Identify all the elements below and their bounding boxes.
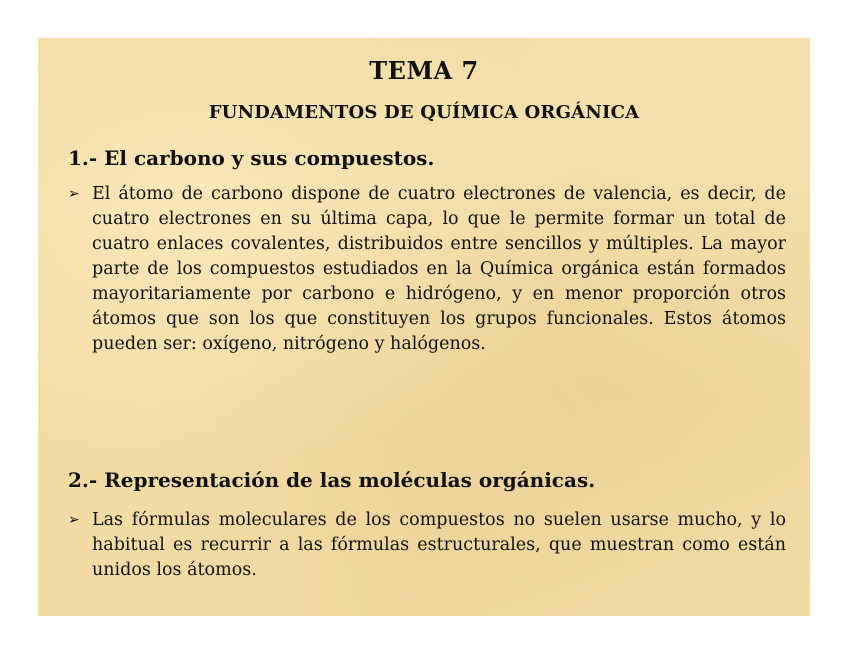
page-title: TEMA 7 xyxy=(369,56,479,85)
document-slide xyxy=(38,38,810,616)
section-heading-carbon: 1.- El carbono y sus compuestos. xyxy=(68,146,435,170)
bullet-text-carbon: El átomo de carbono dispone de cuatro electrones de valencia, es decir, de cuatro electrones en su última capa, lo que le permite formar un total de cuatro enlaces covalentes, distribuidos entre sencillos y múltiples. La mayor parte de los compuestos estudiados en la Química orgánica están formados mayoritariamente por carbono e hidrógeno, y en menor proporción otros átomos que son los que constituyen los grupos funcionales. Estos átomos pueden ser: oxígeno, nitrógeno y halógenos. xyxy=(92,184,786,354)
bullet-item-carbon xyxy=(68,182,786,357)
bullet-item-representation xyxy=(68,508,786,583)
arrow-bullet-icon: ➢ xyxy=(68,186,80,202)
bullet-text-representation: Las fórmulas moleculares de los compuestos no suelen usarse mucho, y lo habitual es recurrir a las fórmulas estructurales, que muestran como están unidos los átomos. xyxy=(92,510,786,580)
page-subtitle: FUNDAMENTOS DE QUÍMICA ORGÁNICA xyxy=(208,102,640,123)
section-heading-representation: 2.- Representación de las moléculas orgánicas. xyxy=(68,468,596,492)
arrow-bullet-icon: ➢ xyxy=(68,512,80,528)
